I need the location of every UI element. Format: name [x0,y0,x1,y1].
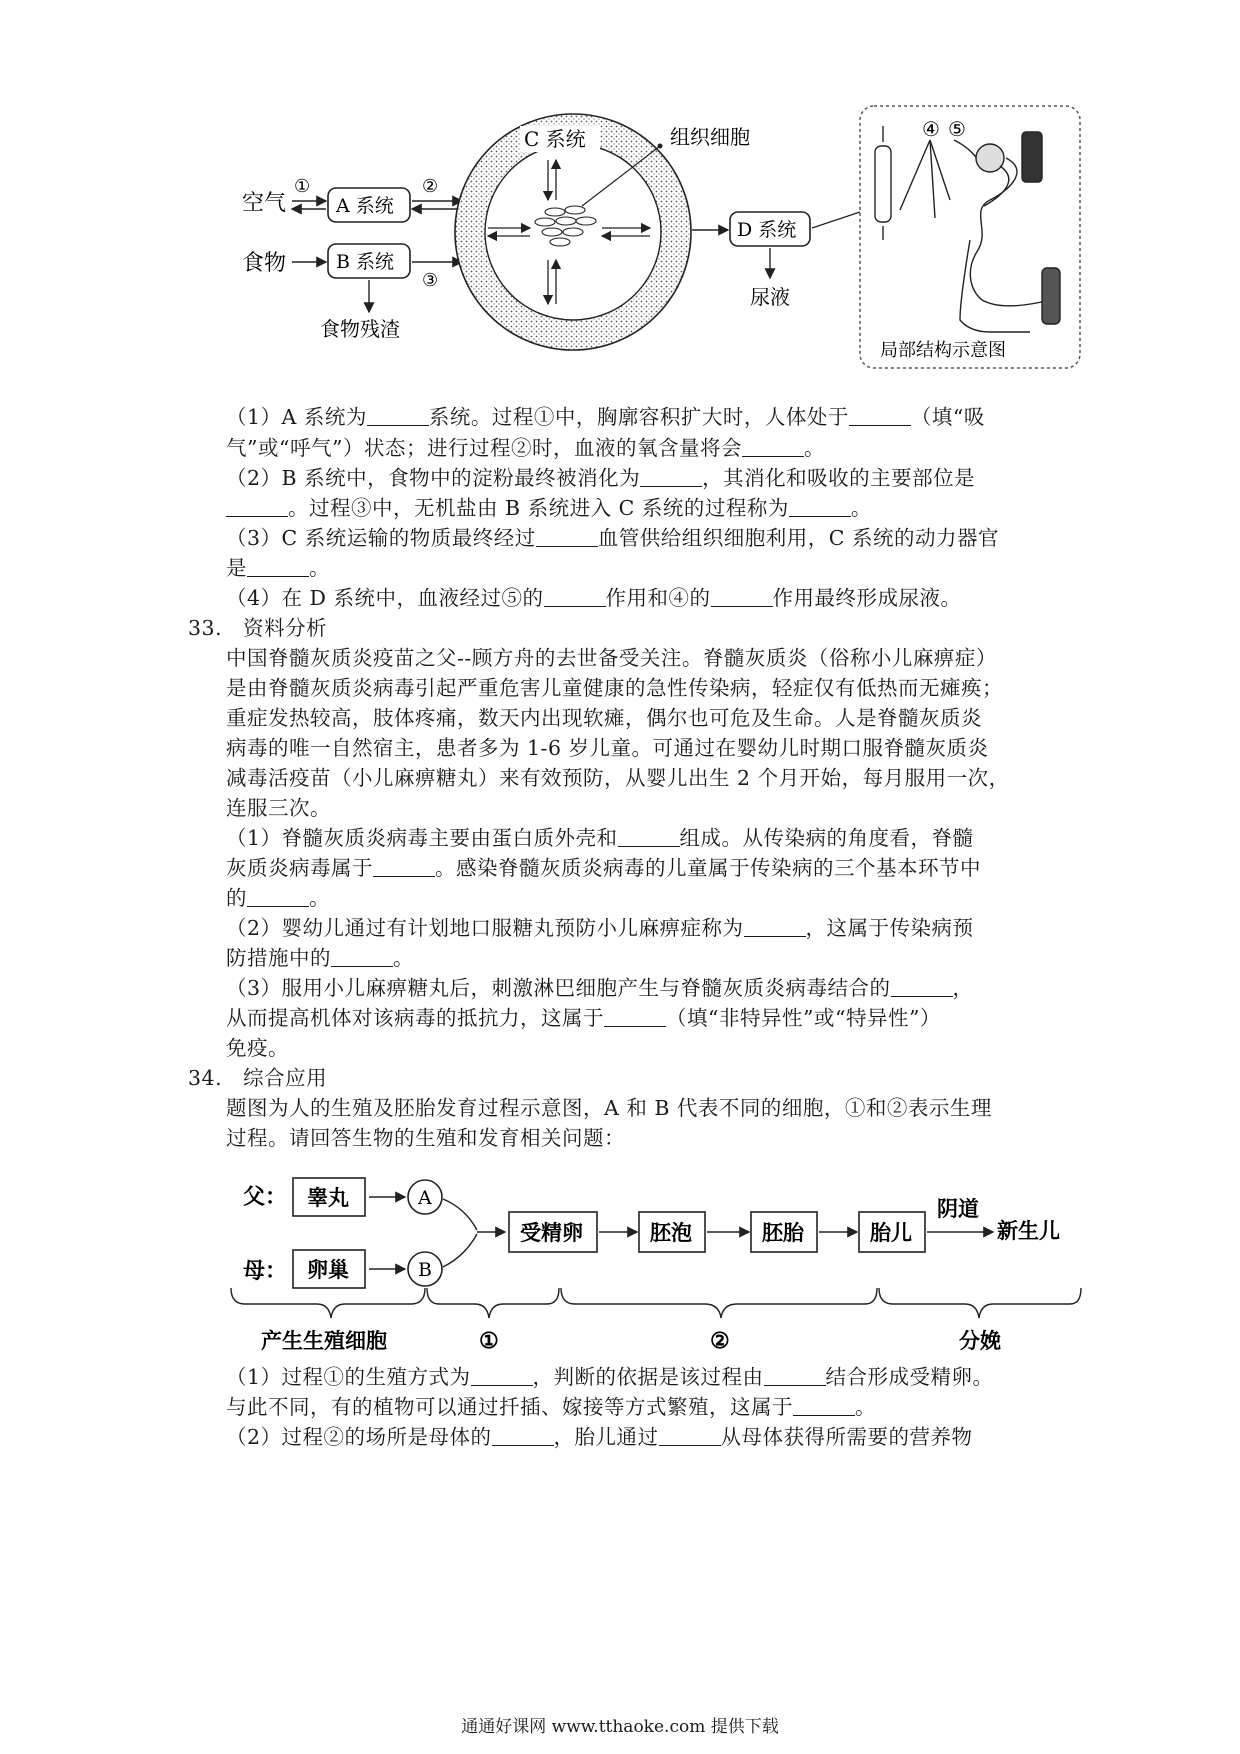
answer-blank[interactable] [367,407,429,426]
zygote-label: 受精卵 [520,1220,583,1245]
q34-sub2-line-1: （2）过程②的场所是母体的 ，胎儿通过 从母体获得所需要的营养物 [226,1425,973,1449]
air-label: 空气 [242,191,287,216]
answer-blank[interactable] [640,468,702,487]
process-3-mark: ③ [422,270,439,291]
answer-blank[interactable] [793,1397,855,1416]
q32-line-5: （3）C 系统运输的物质最终经过 血管供给组织细胞利用，C 系统的动力器官 [226,526,999,550]
answer-blank[interactable] [604,1008,666,1027]
answer-blank[interactable] [471,1367,533,1386]
stage-birth-label: 分娩 [959,1328,1001,1353]
q33-paragraph-1: 中国脊髓灰质炎疫苗之父--顾方舟的去世备受关注。脊髓灰质炎（俗称小儿麻痹症） [226,646,997,670]
answer-blank[interactable] [247,888,309,907]
q32-line-6: 是 。 [226,556,330,580]
answer-blank[interactable] [247,558,309,577]
answer-blank[interactable] [618,828,680,847]
q33-sub1-line-2: 灰质炎病毒属于 。感染脊髓灰质炎病毒的儿童属于传染病的三个基本环节中 [226,856,981,880]
fetus-label: 胎儿 [870,1220,912,1245]
ovary-label: 卵巢 [307,1257,349,1282]
q33-sub2-line-1: （2）婴幼儿通过有计划地口服糖丸预防小儿麻痹症称为 ，这属于传染病预 [226,916,974,940]
vagina-label: 阴道 [937,1196,979,1221]
father-label: 父： [243,1184,288,1210]
q33-paragraph-5: 减毒活疫苗（小儿麻痹糖丸）来有效预防，从婴儿出生 2 个月开始，每月服用一次， [226,766,1010,790]
embryo-label: 胚胎 [762,1220,804,1245]
answer-blank[interactable] [891,978,953,997]
a-system-label: A 系统 [336,195,394,217]
q33-paragraph-6: 连服三次。 [226,796,331,820]
testis-label: 睾丸 [307,1185,349,1210]
inset-frame [860,106,1080,368]
q33-sub3-line-1: （3）服用小儿麻痹糖丸后，刺激淋巴细胞产生与脊髓灰质炎病毒结合的 ， [226,976,974,1000]
blastocyst-label: 胚泡 [650,1220,692,1245]
urine-label: 尿液 [750,285,790,309]
q32-line-1: （1）A 系统为 系统。过程①中，胸廓容积扩大时，人体处于 （填“吸 [226,405,985,429]
food-label: 食物 [242,251,287,276]
page-footer: 通通好课网 www.tthaoke.com 提供下载 [461,1717,779,1737]
answer-blank[interactable] [789,498,851,517]
answer-blank[interactable] [373,858,435,877]
nephron-drawing [875,126,1060,332]
q33-sub1-line-1: （1）脊髓灰质炎病毒主要由蛋白质外壳和 组成。从传染病的角度看，脊髓 [226,826,974,850]
food-residue-label: 食物残渣 [320,317,400,341]
stage-gametes-label: 产生生殖细胞 [261,1328,387,1353]
cell-a-label: A [418,1187,432,1209]
stage-braces [231,1288,1081,1318]
reproduction-diagram [225,1168,1105,1368]
human-systems-diagram [230,100,1210,400]
q32-line-2: 气”或“呼气”）状态；进行过程②时，血液的氧含量将会 。 [226,436,825,460]
q34-intro-1: 题图为人的生殖及胚胎发育过程示意图，A 和 B 代表不同的细胞，①和②表示生理 [226,1096,992,1120]
answer-blank[interactable] [744,918,806,937]
stage-2-label: ② [710,1328,730,1354]
answer-blank[interactable] [659,1427,721,1446]
tissue-cell-label: 组织细胞 [670,125,750,149]
b-system-label: B 系统 [336,251,395,273]
answer-blank[interactable] [331,948,393,967]
newborn-label: 新生儿 [997,1218,1060,1243]
answer-blank[interactable] [544,588,606,607]
q32-line-4: 。过程③中，无机盐由 B 系统进入 C 系统的过程称为 。 [226,493,872,523]
q32-line-3: （2）B 系统中，食物中的淀粉最终被消化为 ，其消化和吸收的主要部位是 [226,466,976,490]
inset-mark-5: ⑤ [948,117,966,141]
inset-mark-4: ④ [922,117,940,141]
mother-label: 母： [243,1258,288,1284]
c-system-label: C 系统 [524,127,586,151]
answer-blank[interactable] [849,407,911,426]
q34-sub1-line-2: 与此不同，有的植物可以通过扦插、嫁接等方式繁殖，这属于 。 [226,1395,876,1419]
q33-paragraph-2: 是由脊髓灰质炎病毒引起严重危害儿童健康的急性传染病，轻症仅有低热而无瘫痪； [226,676,1003,700]
q33-sub2-line-2: 防措施中的 。 [226,946,414,970]
answer-blank[interactable] [536,528,598,547]
q34-intro-2: 过程。请回答生物的生殖和发育相关问题： [226,1126,625,1150]
d-system-label: D 系统 [737,219,797,241]
answer-blank[interactable] [742,438,804,457]
q33-sub3-line-2: 从而提高机体对该病毒的抵抗力，这属于 （填“非特异性”或“特异性”） [226,1006,941,1030]
q34-heading: 34. 综合应用 [188,1066,328,1090]
q33-sub3-line-3: 免疫。 [226,1036,289,1060]
stage-1-label: ① [479,1328,499,1354]
cell-b-label: B [418,1259,432,1281]
process-1-mark: ① [294,176,311,197]
q33-heading: 33. 资料分析 [188,616,328,640]
answer-blank[interactable] [764,1367,826,1386]
process-2-mark: ② [422,176,439,197]
answer-blank[interactable] [711,588,773,607]
q32-line-7: （4）在 D 系统中，血液经过⑤的 作用和④的 作用最终形成尿液。 [226,586,962,610]
q33-sub1-line-3: 的 。 [226,886,330,910]
inset-caption: 局部结构示意图 [880,340,1006,361]
q34-sub1-line-1: （1）过程①的生殖方式为 ，判断的依据是该过程由 结合形成受精卵。 [226,1365,994,1389]
answer-blank[interactable] [226,498,288,517]
q33-paragraph-4: 病毒的唯一自然宿主，患者多为 1-6 岁儿童。可通过在婴幼儿时期口服脊髓灰质炎 [226,736,989,760]
answer-blank[interactable] [492,1427,554,1446]
q33-paragraph-3: 重症发热较高，肢体疼痛，数天内出现软瘫，偶尔也可危及生命。人是脊髓灰质炎 [226,706,982,730]
